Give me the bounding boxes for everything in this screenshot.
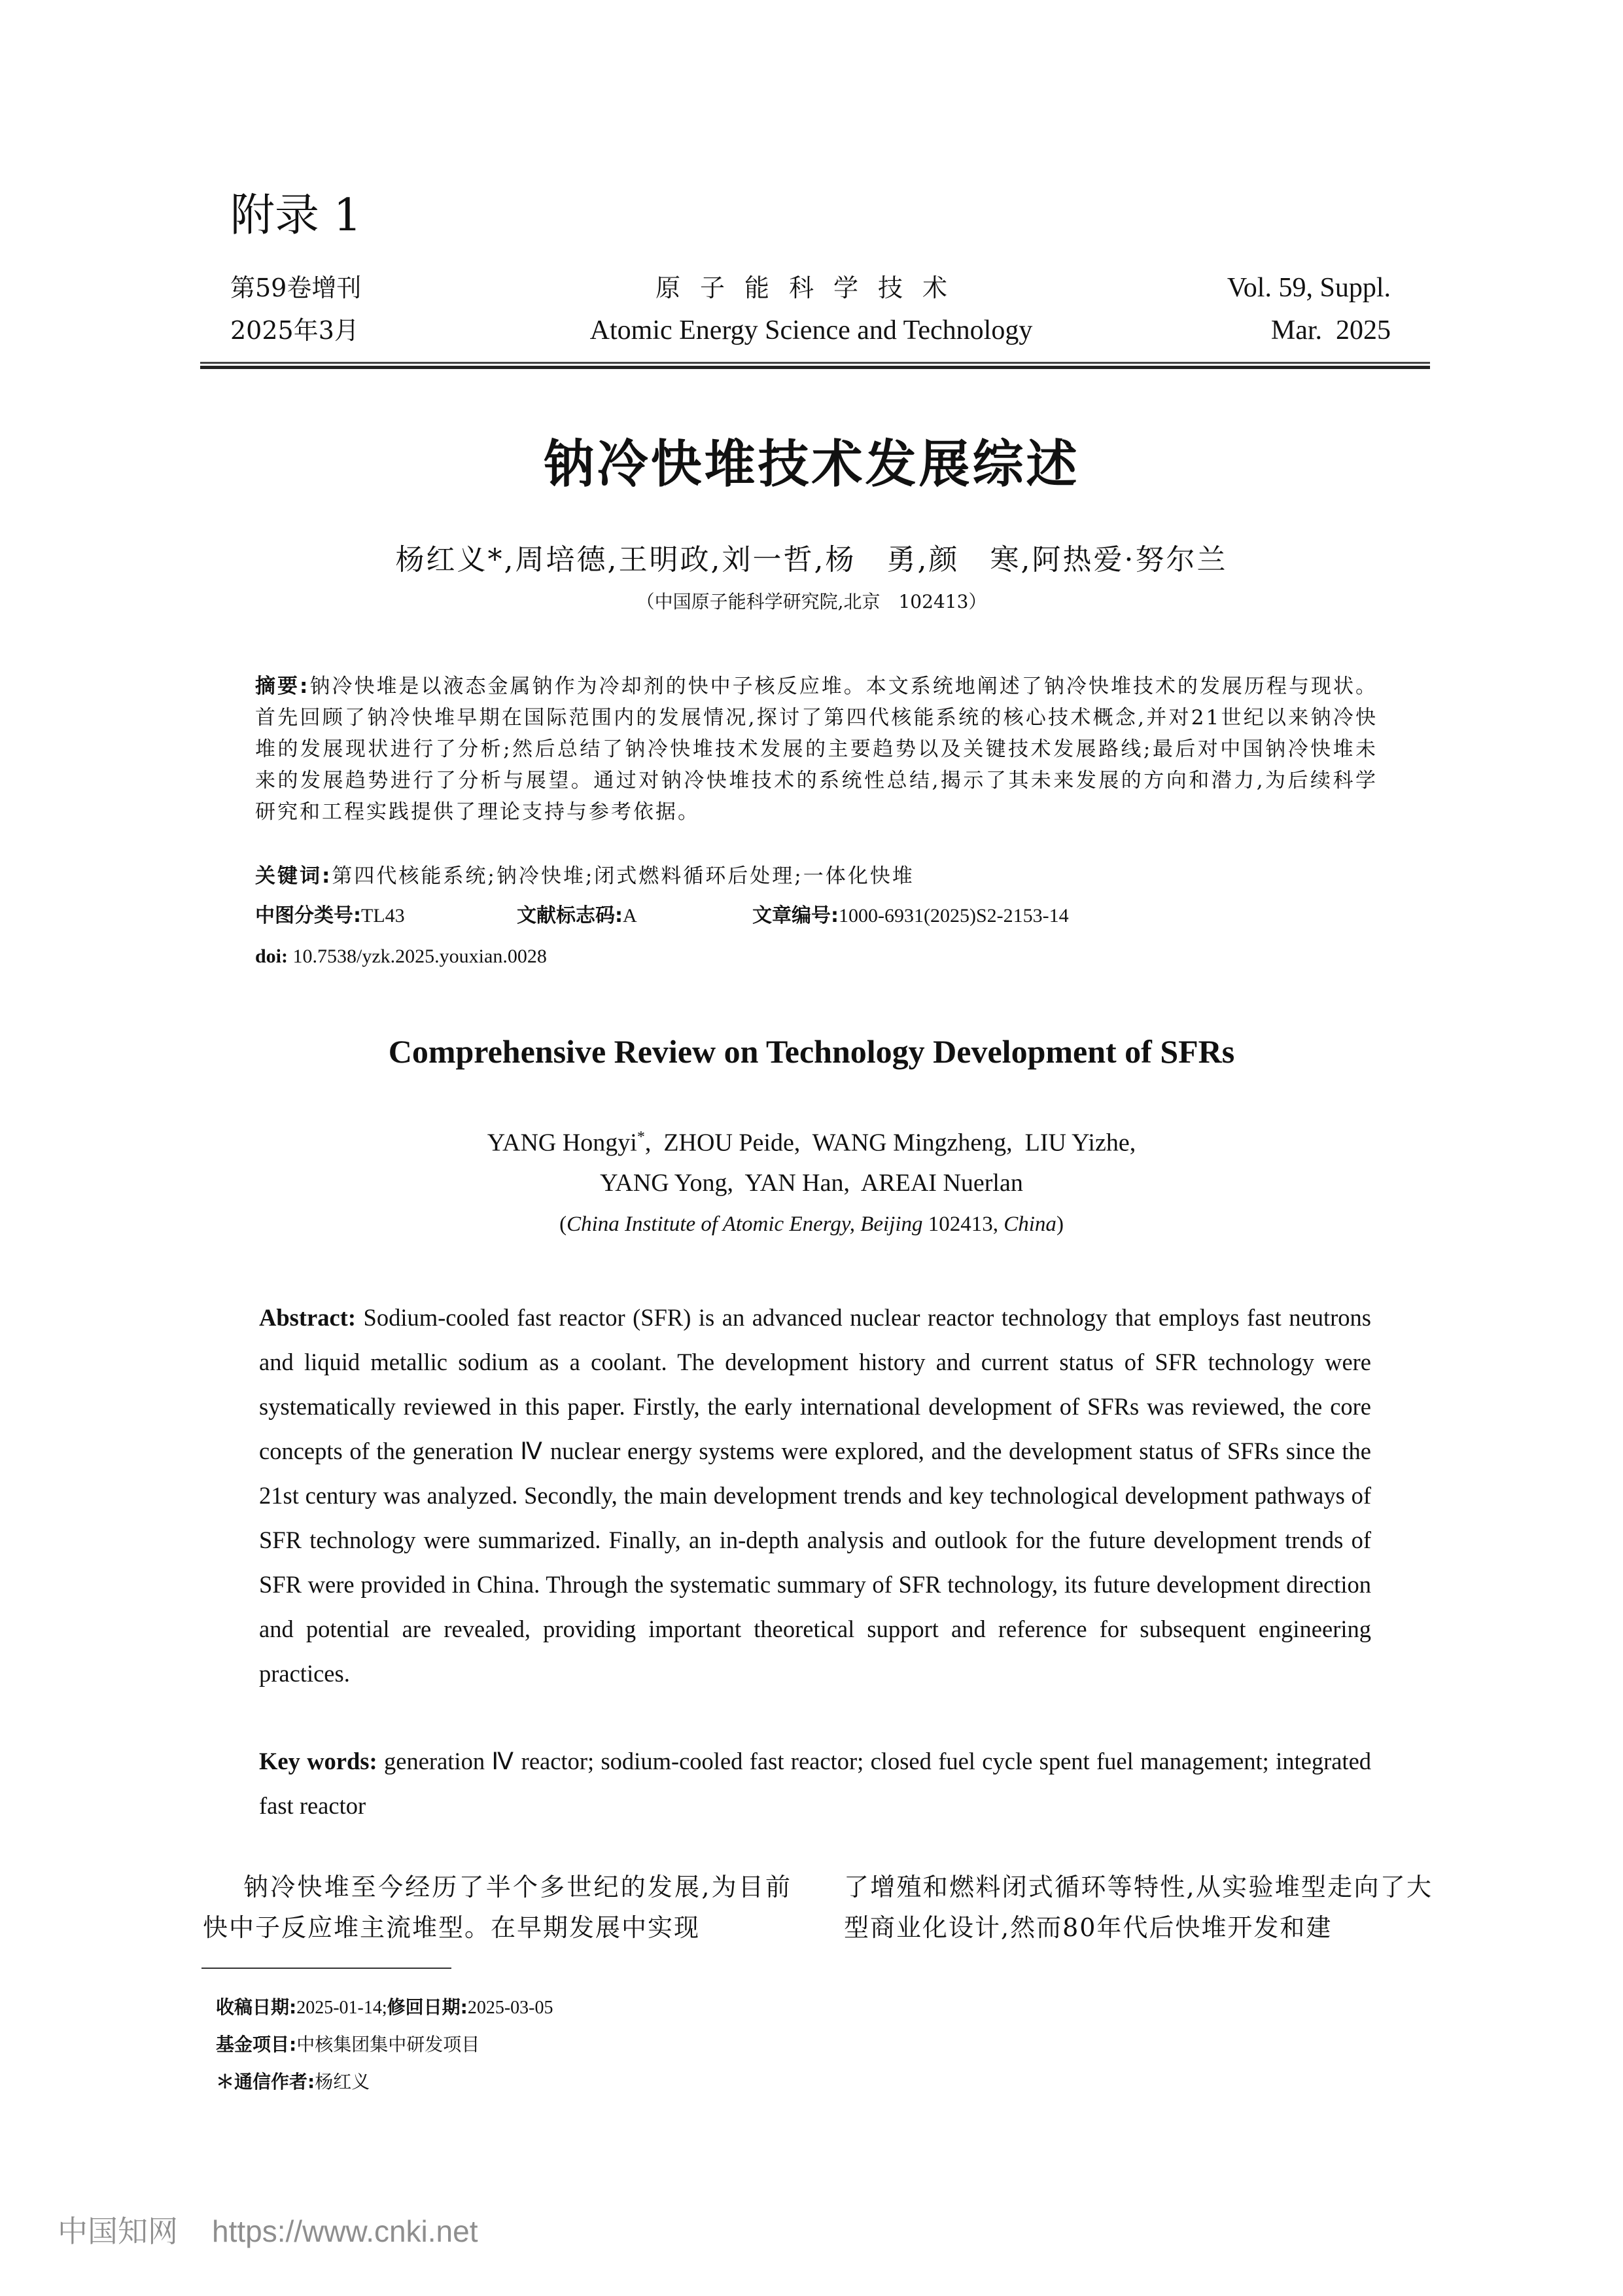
- document-code-value: A: [623, 905, 637, 927]
- abstract-en-label: Abstract:: [259, 1304, 356, 1331]
- footnote-dates: [216, 1994, 553, 2021]
- keywords-cn-text: 第四代核能系统;钠冷快堆;闭式燃料循环后处理;一体化快堆: [332, 864, 915, 888]
- corresponding-author-value: 杨红义: [315, 2071, 370, 2093]
- doi-value[interactable]: 10.7538/yzk.2025.youxian.0028: [292, 945, 547, 967]
- funding-label: 基金项目:: [216, 2034, 297, 2055]
- affil-paren-close: ): [1056, 1212, 1064, 1236]
- doi: [255, 942, 547, 971]
- abstract-en: [259, 1296, 1371, 1696]
- header-volume-en: Vol. 59, Suppl.: [1227, 273, 1391, 303]
- article-number-value: 1000-6931(2025)S2-2153-14: [839, 905, 1069, 927]
- header-date-cn: 2025年3月: [230, 316, 359, 345]
- paper-title-cn: 钠冷快堆技术发展综述: [543, 435, 1080, 494]
- footnote-divider: [201, 1968, 451, 1969]
- article-number-label: 文章编号:: [752, 904, 839, 927]
- header-rule-thin: [200, 362, 1430, 364]
- revised-date: 2025-03-05: [467, 1998, 553, 2018]
- doi-label: doi:: [255, 945, 288, 967]
- body-text-right-column: 了增殖和燃料闭式循环等特性,从实验堆型走向了大型商业化设计,然而80年代后快堆开发和建: [844, 1873, 1433, 1942]
- affil-institute: China Institute of Atomic Energy, Beijing: [567, 1212, 923, 1236]
- keywords-en-label: Key words:: [259, 1748, 377, 1775]
- author-list-en-line2: YANG Yong, YAN Han, AREAI Nuerlan: [600, 1169, 1023, 1197]
- footnote-corresponding-author: [216, 2069, 370, 2095]
- cnki-watermark: [58, 2212, 478, 2251]
- document-code-label: 文献标志码:: [517, 904, 623, 927]
- body-text-left-column: 钠冷快堆至今经历了半个多世纪的发展,为目前快中子反应堆主流堆型。在早期发展中实现: [203, 1873, 792, 1942]
- abstract-cn-label: 摘要:: [255, 675, 310, 698]
- corresponding-mark: *: [637, 1129, 645, 1146]
- author-list-en-line1: [0, 1120, 1623, 1160]
- header-journal-name-cn: 原子能科学技术: [655, 274, 967, 302]
- funding-value: 中核集团集中研发项目: [296, 2034, 480, 2055]
- keywords-en-text: generation Ⅳ reactor; sodium-cooled fast reactor; closed fuel cycle spent fuel management; integrated fast reactor: [259, 1748, 1372, 1819]
- received-label: 收稿日期:: [216, 1996, 297, 2018]
- affiliation-en: [0, 1209, 1623, 1239]
- article-number: [752, 902, 1069, 930]
- header-journal-name-en: Atomic Energy Science and Technology: [589, 315, 1033, 345]
- header-volume-cn: 第59卷增刊: [230, 274, 362, 302]
- header-rule-thick: [200, 366, 1430, 369]
- header-date-en: Mar. 2025: [1270, 315, 1391, 345]
- affil-country: China: [1003, 1212, 1056, 1236]
- appendix-label: 附录 1: [230, 190, 362, 241]
- revised-label: 修回日期:: [387, 1996, 468, 2018]
- paper-title-en: Comprehensive Review on Technology Development of SFRs: [388, 1033, 1235, 1070]
- author-rest-en: , ZHOU Peide, WANG Mingzheng, LIU Yizhe,: [644, 1129, 1136, 1157]
- abstract-cn: [255, 671, 1378, 828]
- abstract-en-text: Sodium-cooled fast reactor (SFR) is an advanced nuclear reactor technology that employs fast neutrons and liquid metallic sodium as a coolant. The development history and current status of SFR technology were systematically reviewed in this paper. Firstly, the early international development of SFRs was reviewed, the core concepts of the generation Ⅳ nuclear energy systems were explored, and the development status of SFRs since the 21st century was analyzed. Secondly, the main development trends and key technological development pathways of SFR technology were summarized. Finally, an in-depth analysis and outlook for the future development trends of SFR were provided in China. Through the systematic summary of SFR technology, its future development direction and potential are revealed, providing important theoretical support and reference for subsequent engineering practices.: [259, 1304, 1371, 1687]
- corresponding-author-label: ＊通信作者:: [216, 2071, 315, 2093]
- article-metadata: [255, 902, 1069, 930]
- received-date: 2025-01-14;: [296, 1998, 387, 2018]
- document-code: [517, 902, 752, 930]
- clc-label: 中图分类号:: [255, 904, 361, 927]
- footnote-funding: [216, 2032, 480, 2058]
- clc-number: [255, 902, 517, 930]
- watermark-url[interactable]: https://www.cnki.net: [212, 2214, 478, 2248]
- affil-paren-open: (: [559, 1212, 567, 1236]
- author-list-cn: 杨红义*,周培德,王明政,刘一哲,杨 勇,颜 寒,阿热爱·努尔兰: [395, 543, 1228, 576]
- keywords-cn-label: 关键词:: [255, 864, 332, 888]
- author-first-en: YANG Hongyi: [487, 1129, 637, 1157]
- keywords-en: [259, 1739, 1371, 1828]
- affiliation-cn: （中国原子能科学研究院,北京 102413）: [636, 591, 987, 612]
- watermark-site-name: 中国知网: [58, 2214, 178, 2249]
- abstract-cn-text: 钠冷快堆是以液态金属钠作为冷却剂的快中子核反应堆。本文系统地阐述了钠冷快堆技术的发展历程与现状。首先回顾了钠冷快堆早期在国际范围内的发展情况,探讨了第四代核能系统的核心技术概念,并对21世纪以来钠冷快堆的发展现状进行了分析;然后总结了钠冷快堆技术发展的主要趋势以及关键技术发展路线;最后对中国钠冷快堆未来的发展趋势进行了分析与展望。通过对钠冷快堆技术的系统性总结,揭示了其未来发展的方向和潜力,为后续科学研究和工程实践提供了理论支持与参考依据。: [255, 675, 1378, 824]
- affil-postcode: 102413,: [922, 1212, 1004, 1236]
- clc-value: TL43: [361, 905, 405, 927]
- keywords-cn: [255, 860, 1378, 892]
